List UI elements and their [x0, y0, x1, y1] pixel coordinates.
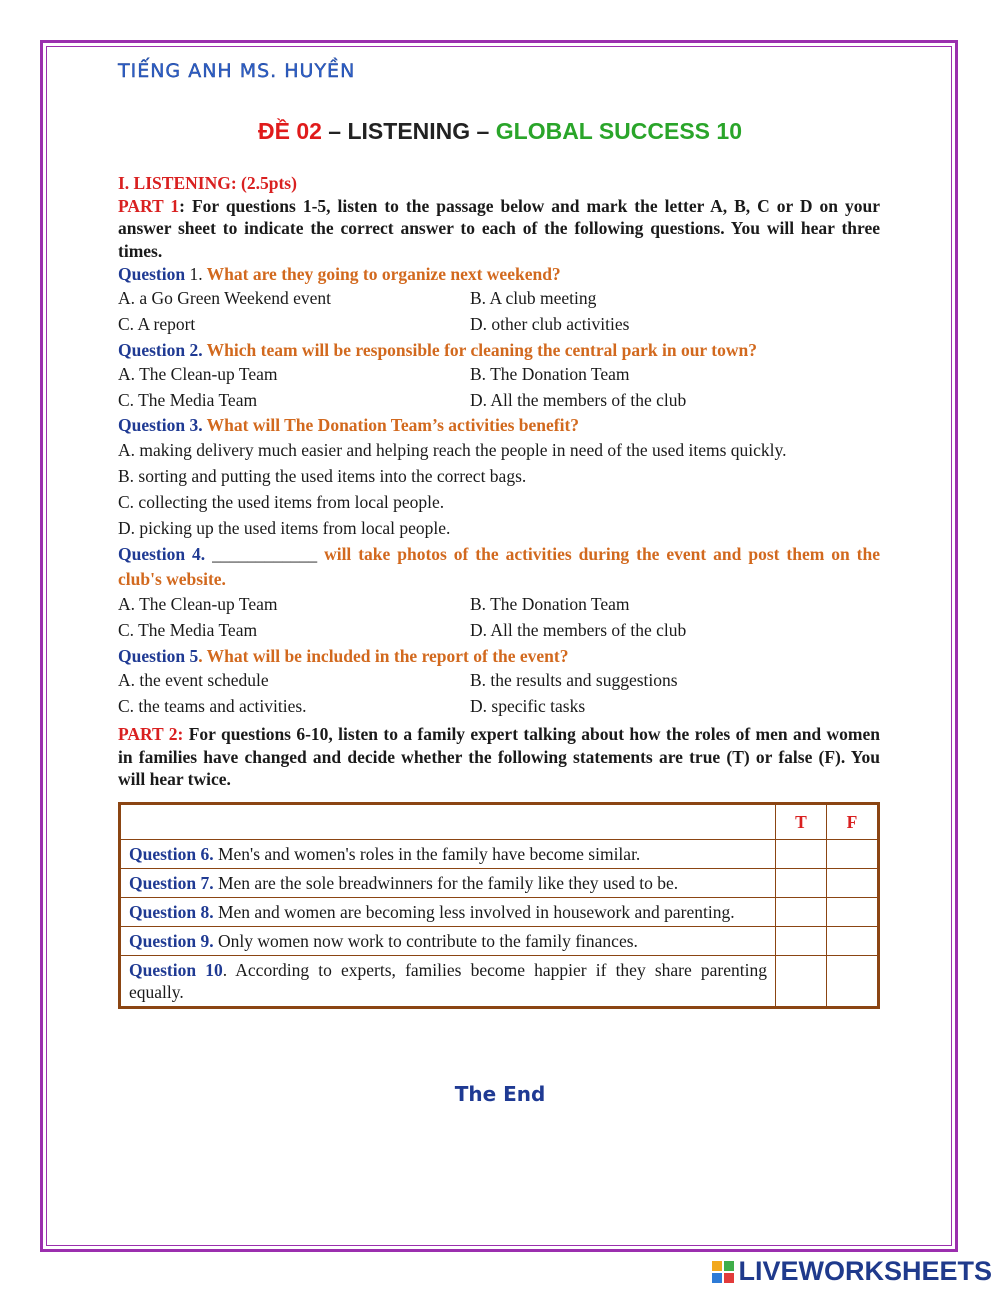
question-1-number: 1.	[185, 264, 203, 284]
question-1-text: What are they going to organize next weekend?	[202, 264, 561, 284]
question-5-options-row1	[118, 667, 880, 693]
title-listening: – LISTENING –	[321, 118, 496, 144]
part2-instructions	[118, 723, 880, 791]
question-3	[118, 414, 880, 437]
question-1	[118, 263, 880, 286]
statement-7-text: Men are the sole breadwinners for the family like they used to be.	[213, 873, 679, 893]
question-5-options-row2	[118, 693, 880, 719]
question-3-label: Question 3.	[118, 415, 203, 435]
question-5-option-d[interactable]: D. specific tasks	[470, 695, 586, 716]
question-4-option-c[interactable]: C. The Media Team	[118, 620, 258, 641]
answer-8-true-cell[interactable]	[776, 898, 827, 927]
question-5-text: . What will be included in the report of the event?	[198, 645, 569, 666]
question-2-label: Question 2.	[118, 339, 203, 360]
question-1-option-a[interactable]: A. a Go Green Weekend event	[118, 288, 332, 309]
answer-10-true-cell[interactable]	[776, 956, 827, 1008]
question-5-option-b[interactable]: B. the results and suggestions	[470, 669, 678, 690]
question-2-option-b[interactable]: B. The Donation Team	[470, 363, 630, 384]
question-1-option-c[interactable]: C. A report	[118, 314, 196, 335]
answer-6-true-cell[interactable]	[776, 840, 827, 869]
page-title	[0, 118, 1000, 145]
question-3-option-d[interactable]: D. picking up the used items from local people.	[118, 517, 451, 538]
statement-9-label: Question 9.	[129, 931, 214, 951]
question-1-option-d[interactable]: D. other club activities	[470, 314, 630, 335]
question-5-option-c[interactable]: C. the teams and activities.	[118, 695, 307, 716]
table-row	[120, 869, 879, 898]
statement-8-label: Question 8.	[129, 902, 214, 922]
statement-10	[120, 956, 776, 1008]
title-exam-number: ĐỀ 02	[257, 118, 322, 144]
question-3-option-c[interactable]: C. collecting the used items from local people.	[118, 491, 445, 512]
statement-10-label: Question 10	[129, 960, 223, 980]
answer-7-true-cell[interactable]	[776, 869, 827, 898]
answer-6-false-cell[interactable]	[827, 840, 879, 869]
question-5-option-a[interactable]: A. the event schedule	[118, 669, 269, 690]
question-4-option-a[interactable]: A. The Clean-up Team	[118, 594, 278, 615]
question-4	[118, 542, 880, 592]
statement-8-text: Men and women are becoming less involved in housework and parenting.	[213, 902, 735, 922]
table-row	[120, 956, 879, 1008]
question-3-option-a[interactable]: A. making delivery much easier and helping reach the people in need of the used items quickly.	[118, 439, 787, 460]
header-true: T	[776, 804, 827, 840]
question-2-text: Which team will be responsible for cleaning the central park in our town?	[202, 339, 757, 360]
part1-label: PART 1	[118, 195, 180, 216]
question-2-options-row1	[118, 361, 880, 387]
question-3-text: What will The Donation Team’s activities benefit?	[202, 415, 580, 435]
table-row	[120, 927, 879, 956]
table-row	[120, 898, 879, 927]
answer-9-false-cell[interactable]	[827, 927, 879, 956]
question-4-option-b[interactable]: B. The Donation Team	[470, 594, 630, 615]
liveworksheets-logo-icon	[712, 1261, 734, 1283]
question-4-options-row2	[118, 618, 880, 644]
question-2-option-a[interactable]: A. The Clean-up Team	[118, 363, 278, 384]
statement-9-text: Only women now work to contribute to the family finances.	[213, 931, 638, 951]
answer-10-false-cell[interactable]	[827, 956, 879, 1008]
exam-content	[118, 172, 880, 791]
question-2-option-c[interactable]: C. The Media Team	[118, 389, 258, 410]
question-1-option-b[interactable]: B. A club meeting	[470, 288, 597, 309]
question-1-label: Question	[118, 264, 186, 284]
statement-10-text: . According to experts, families become happier if they share parenting equally.	[129, 960, 767, 1002]
question-3-option-b[interactable]: B. sorting and putting the used items into the correct bags.	[118, 465, 527, 486]
liveworksheets-watermark	[712, 1256, 992, 1287]
true-false-table	[118, 802, 880, 1009]
question-4-option-d[interactable]: D. All the members of the club	[470, 620, 687, 641]
answer-8-false-cell[interactable]	[827, 898, 879, 927]
liveworksheets-wordmark: LIVEWORKSHEETS	[738, 1256, 992, 1286]
end-text: The End	[454, 1082, 546, 1106]
statement-7	[120, 869, 776, 898]
part1-instructions: PART 1: For questions 1-5, listen to the passage below and mark the letter A, B, C or D on your answer sheet to indicate the correct answer to each of the following questions. You will hear three times.	[118, 195, 880, 261]
part2-text: For questions 6-10, listen to a family expert talking about how the roles of men and women in families have changed and decide whether the following statements are true (T) or false (F). You will hear twice.	[118, 724, 880, 789]
header-blank-cell	[120, 804, 776, 840]
table-row	[120, 840, 879, 869]
question-2	[118, 339, 880, 362]
answer-7-false-cell[interactable]	[827, 869, 879, 898]
question-2-option-d[interactable]: D. All the members of the club	[470, 389, 687, 410]
statement-7-label: Question 7.	[129, 873, 214, 893]
question-4-blank: ____________	[205, 543, 325, 564]
question-2-options-row2	[118, 387, 880, 413]
statement-6-text: Men's and women's roles in the family have become similar.	[213, 844, 641, 864]
section-heading: I. LISTENING: (2.5pts)	[118, 173, 297, 193]
part1-text: For questions 1-5, listen to the passage below and mark the letter A, B, C or D on your answer sheet to indicate the correct answer to each of the following questions. You will hear three times.	[118, 195, 880, 261]
header-false: F	[827, 804, 879, 840]
part2-label: PART 2:	[118, 724, 184, 744]
question-4-text: will take photos of the activities during the event and post them on the club's website.	[118, 543, 880, 589]
question-5	[118, 645, 880, 668]
question-4-label: Question 4.	[118, 543, 206, 564]
question-1-options-row1	[118, 286, 880, 312]
title-book: GLOBAL SUCCESS 10	[495, 118, 742, 144]
table-header-row	[120, 804, 879, 840]
statement-6	[120, 840, 776, 869]
question-5-label: Question 5	[118, 645, 199, 666]
brand-header: TIẾNG ANH MS. HUYỀN	[118, 60, 356, 82]
statement-8	[120, 898, 776, 927]
statement-6-label: Question 6.	[129, 844, 214, 864]
answer-9-true-cell[interactable]	[776, 927, 827, 956]
question-1-options-row2	[118, 312, 880, 338]
statement-9	[120, 927, 776, 956]
question-4-options-row1	[118, 592, 880, 618]
